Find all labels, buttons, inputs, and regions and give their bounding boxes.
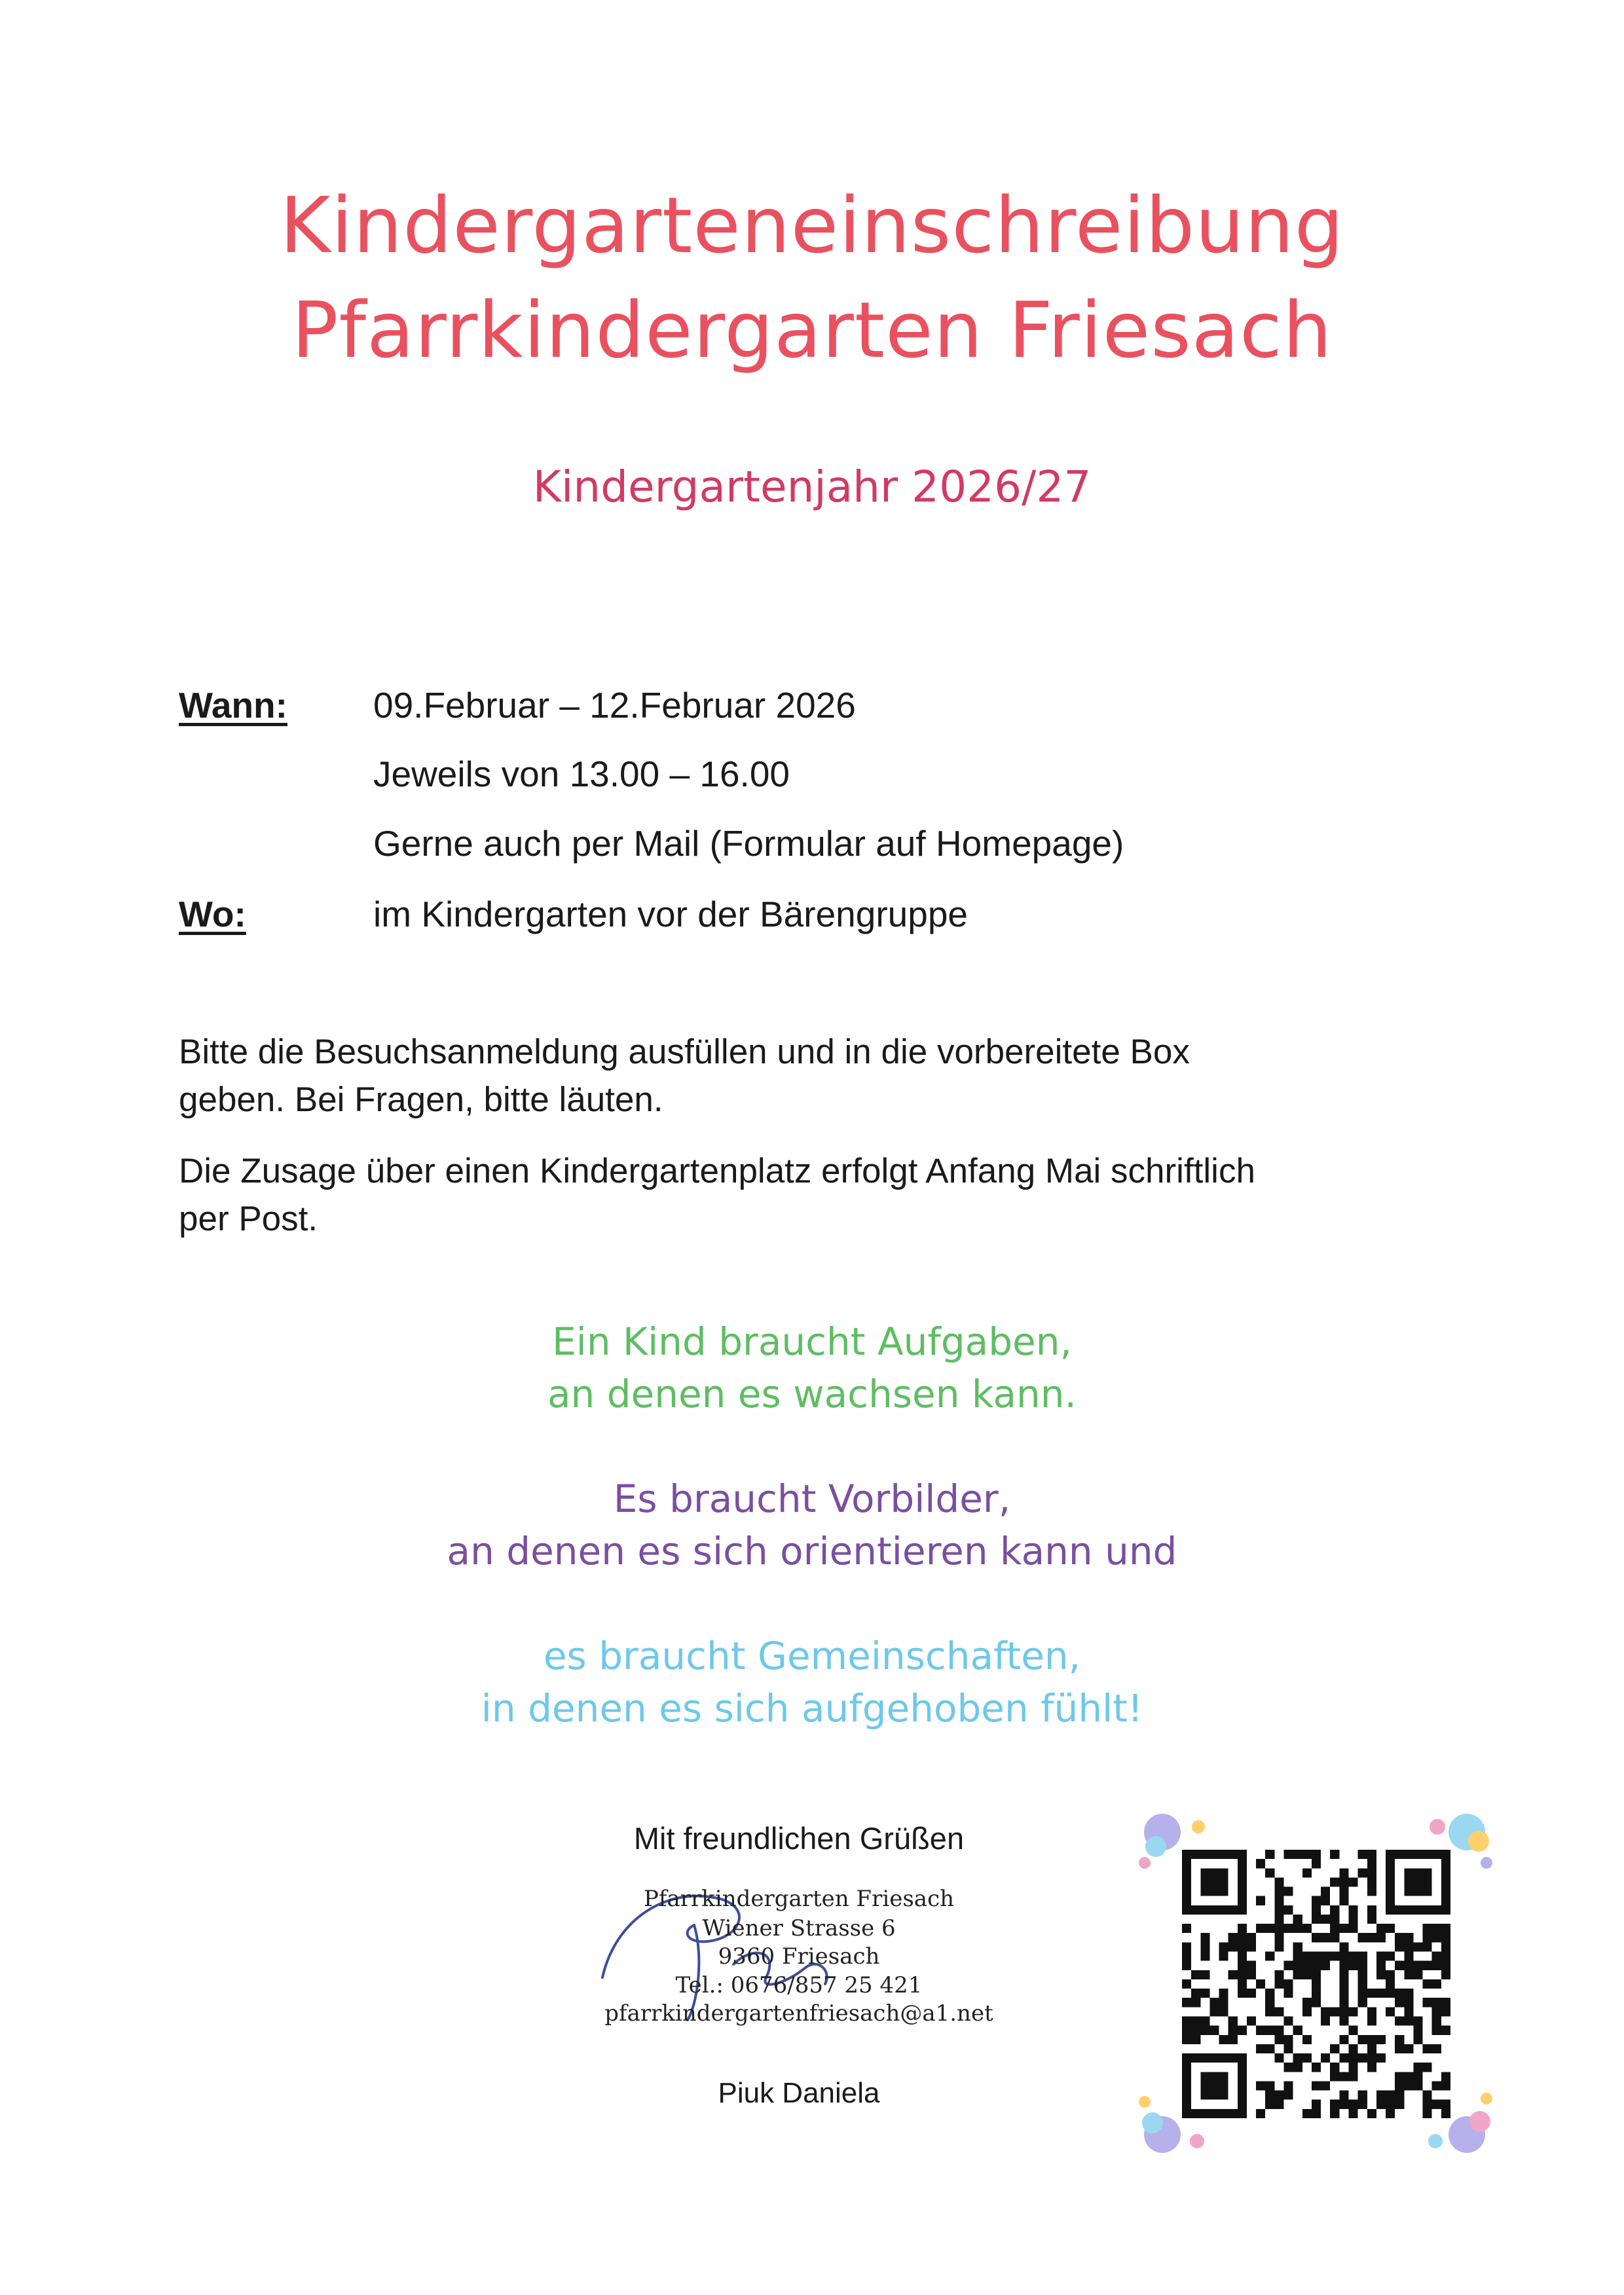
quote-block-1-line-1: Ein Kind braucht Aufgaben,: [552, 1319, 1072, 1364]
info-paragraph-2: [179, 1147, 1423, 1243]
quote-block-2-line-2: an denen es sich orientieren kann und: [447, 1529, 1177, 1573]
wann-date: 09.Februar – 12.Februar 2026: [373, 685, 856, 725]
wo-label: Wo:: [179, 894, 246, 934]
qr-code-block: [1133, 1801, 1500, 2167]
stamp-line-3: 9360 Friesach: [718, 1943, 880, 1970]
stamp-line-1: Pfarrkindergarten Friesach: [643, 1886, 955, 1912]
info-paragraph-2-line-1: Die Zusage über einen Kindergartenplatz erfolgt Anfang Mai schriftlich: [179, 1152, 1255, 1190]
quote-block-1-line-2: an denen es wachsen kann.: [547, 1372, 1077, 1416]
quote-block-3-line-1: es braucht Gemeinschaften,: [543, 1634, 1081, 1678]
info-paragraph-1-line-1: Bitte die Besuchsanmeldung ausfüllen und in die vorbereitete Box: [179, 1033, 1190, 1071]
wann-mail: Gerne auch per Mail (Formular auf Homepage): [373, 823, 1124, 864]
stamp-line-5: pfarrkindergartenfriesach@a1.net: [604, 2000, 993, 2027]
info-paragraph-2-line-2: per Post.: [179, 1200, 318, 1238]
greeting: Mit freundlichen Grüßen: [633, 1821, 965, 1856]
wann-time: Jeweils von 13.00 – 16.00: [373, 754, 790, 794]
title-line-2: Pfarrkindergarten Friesach: [291, 285, 1333, 375]
stamp-line-2: Wiener Strasse 6: [702, 1915, 896, 1941]
wo-value: im Kindergarten vor der Bärengruppe: [373, 894, 969, 934]
stamp-line-4: Tel.: 0676/857 25 421: [675, 1972, 923, 1998]
signer-name: Piuk Daniela: [718, 2077, 880, 2109]
info-paragraph-1: [179, 1028, 1423, 1124]
wann-label: Wann:: [179, 685, 287, 725]
subtitle-year: Kindergartenjahr 2026/27: [532, 462, 1092, 512]
info-paragraph-1-line-2: geben. Bei Fragen, bitte läuten.: [179, 1080, 663, 1119]
title-line-1: Kindergarteneinschreibung: [280, 180, 1344, 270]
qr-code-icon: [1182, 1850, 1450, 2118]
quote-block-2-line-1: Es braucht Vorbilder,: [613, 1477, 1011, 1521]
quote-block-3-line-2: in denen es sich aufgehoben fühlt!: [481, 1686, 1143, 1731]
